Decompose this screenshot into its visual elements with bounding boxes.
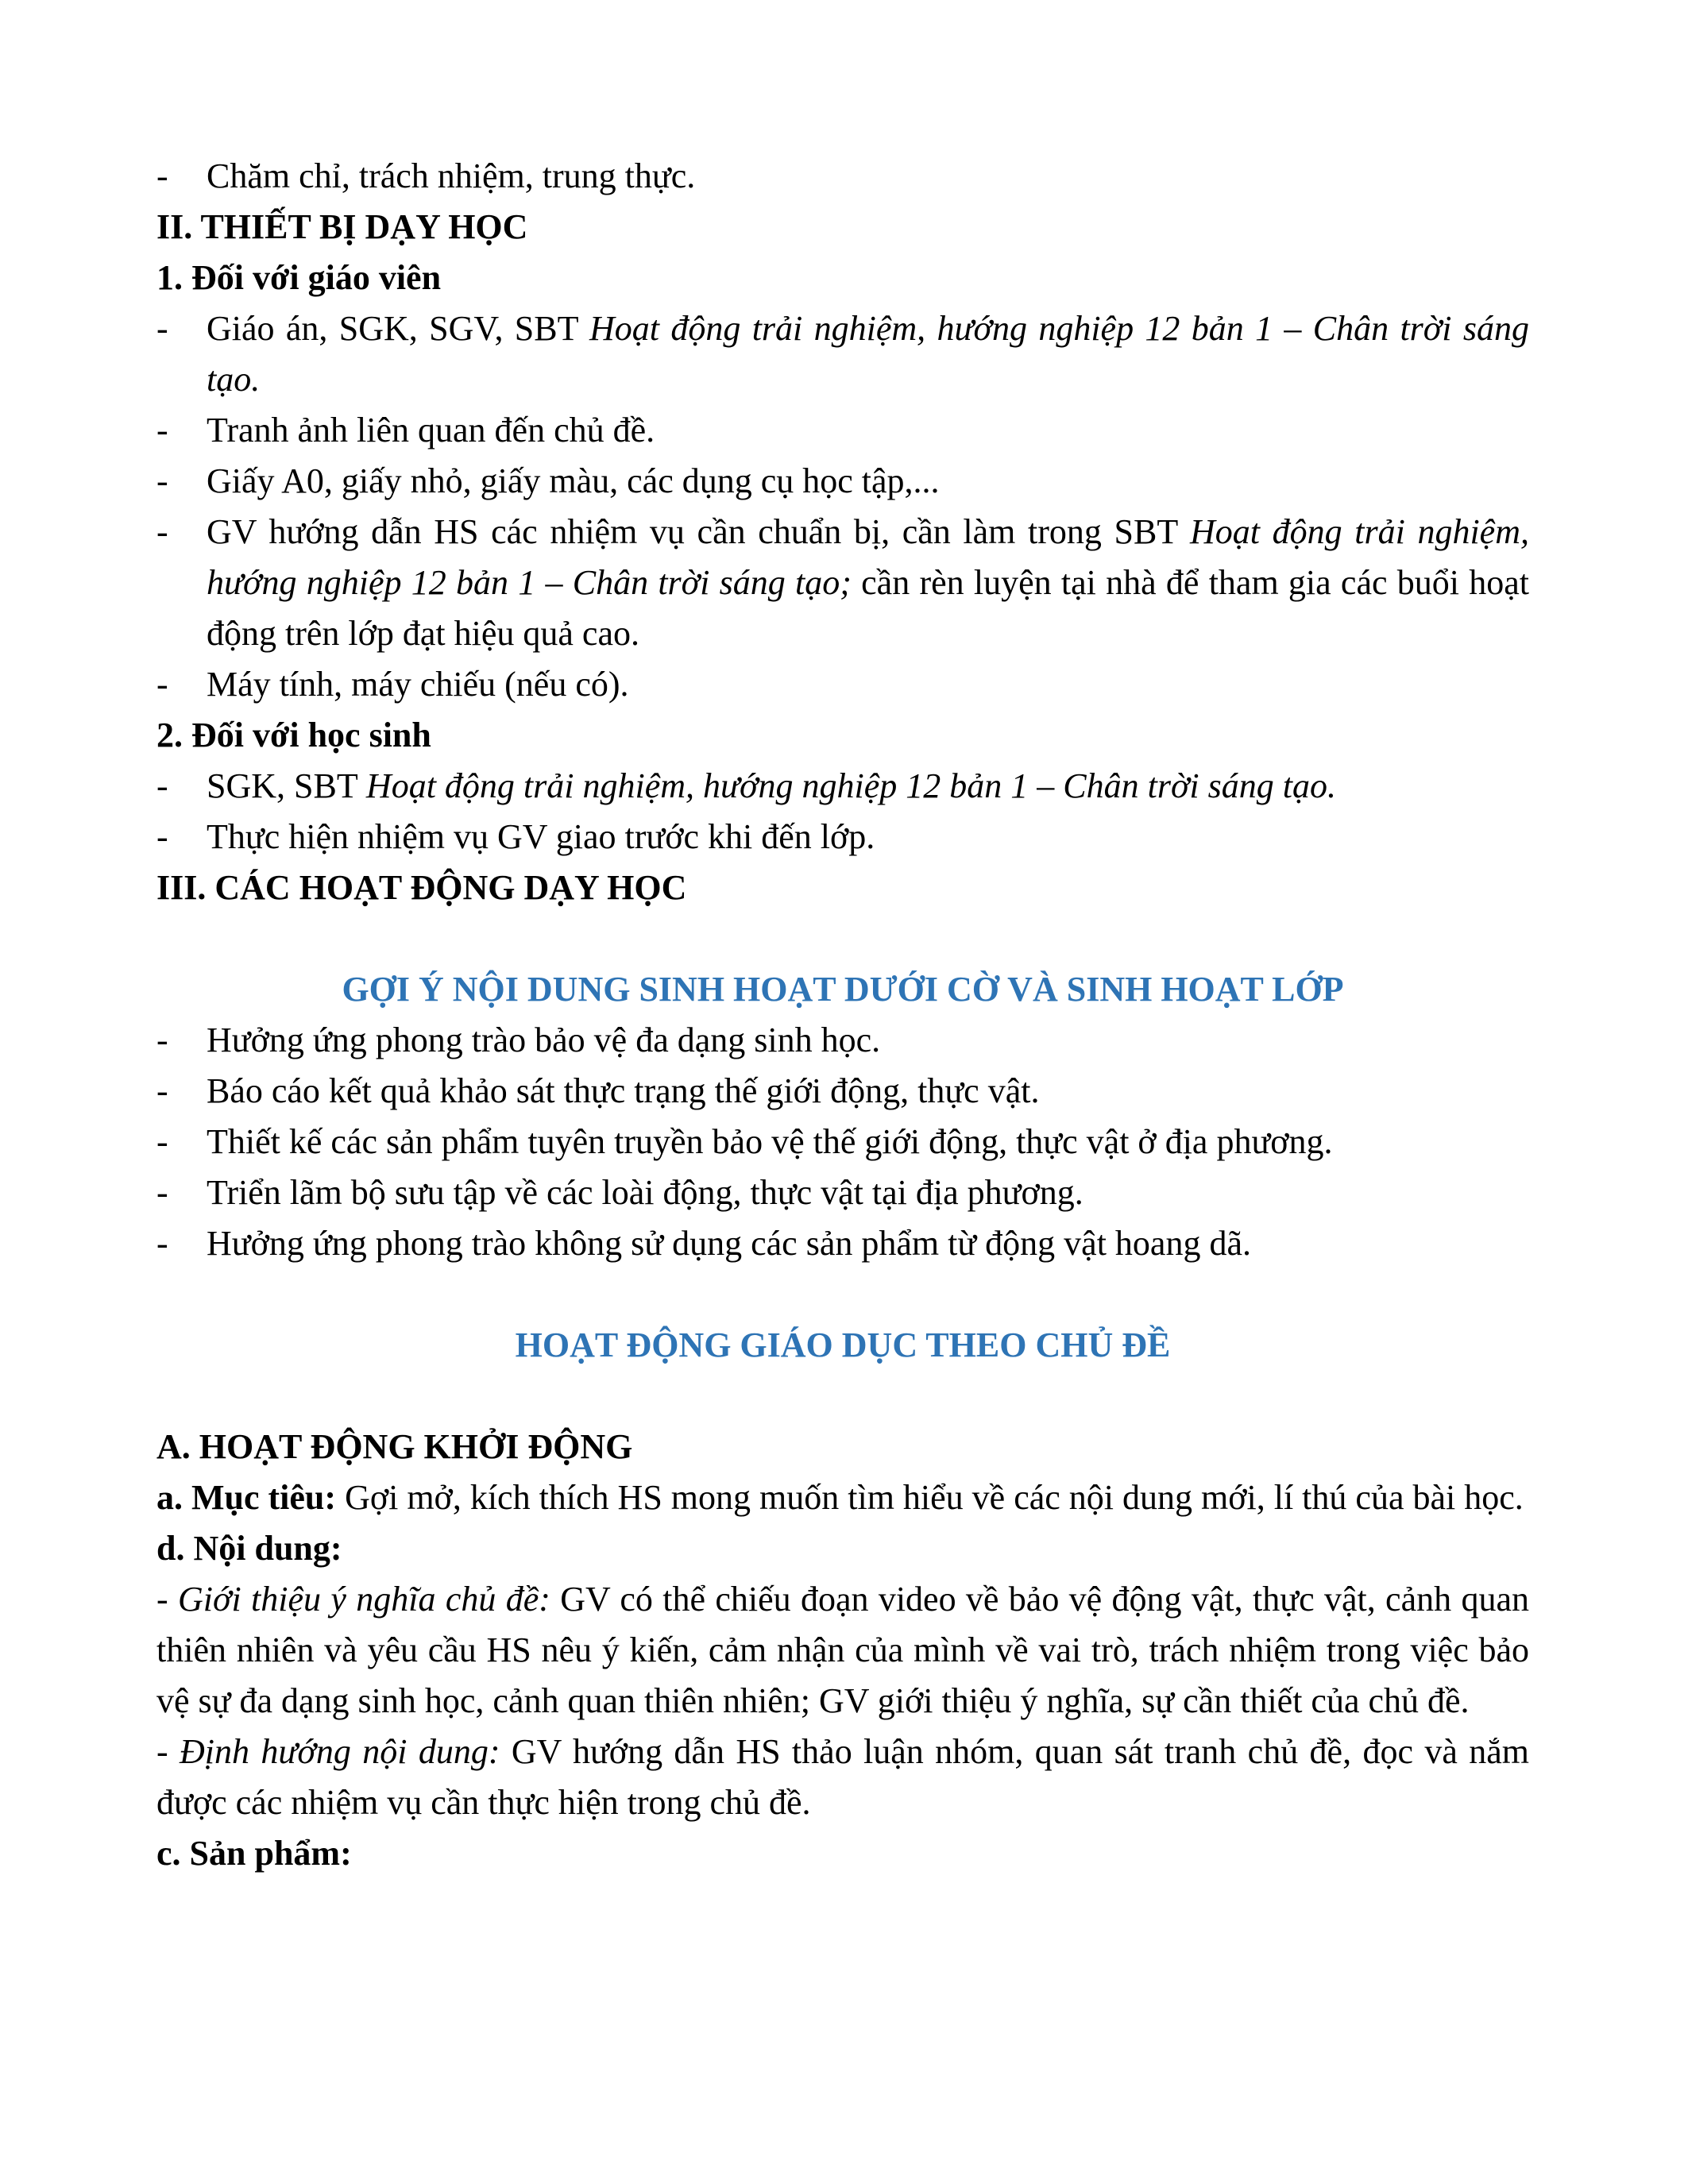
list-item: - Hưởng ứng phong trào bảo vệ đa dạng sinh học. bbox=[207, 1015, 1529, 1066]
list-item: - Chăm chỉ, trách nhiệm, trung thực. bbox=[207, 151, 1529, 202]
list-item: - Hưởng ứng phong trào không sử dụng các sản phẩm từ động vật hoang dã. bbox=[207, 1218, 1529, 1269]
list-item: - Báo cáo kết quả khảo sát thực trạng thế giới động, thực vật. bbox=[207, 1066, 1529, 1117]
objective-paragraph: a. Mục tiêu: Gợi mở, kích thích HS mong muốn tìm hiểu về các nội dung mới, lí thú của bài học. bbox=[156, 1478, 1524, 1517]
product-label: c. Sản phẩm: bbox=[156, 1834, 352, 1873]
subtitle-topic-activities: HOẠT ĐỘNG GIÁO DỤC THEO CHỦ ĐỀ bbox=[515, 1325, 1171, 1364]
list-item: - Thực hiện nhiệm vụ GV giao trước khi đến lớp. bbox=[207, 812, 1529, 862]
objective-label: a. Mục tiêu: bbox=[156, 1478, 337, 1517]
content-label: d. Nội dung: bbox=[156, 1529, 342, 1568]
intro-paragraph: - Giới thiệu ý nghĩa chủ đề: GV có thể chiếu đoạn video về bảo vệ động vật, thực vật, cảnh quan thiên nhiên và yêu cầu HS nêu ý kiến, cảm nhận của mình về vai trò, trách nhiệm trong việc bảo vệ sự đa dạng sinh học, cảnh quan thiên nhiên; GV giới thiệu ý nghĩa, sự cần thiết của chủ đề. bbox=[156, 1580, 1529, 1720]
teacher-list bbox=[156, 303, 1529, 710]
list-item: - Giáo án, SGK, SGV, SBT Hoạt động trải nghiệm, hướng nghiệp 12 bản 1 – Chân trời sáng tạo. bbox=[207, 303, 1529, 405]
list-item: - Thiết kế các sản phẩm tuyên truyền bảo vệ thế giới động, thực vật ở địa phương. bbox=[207, 1117, 1529, 1167]
orientation-paragraph: - Định hướng nội dung: GV hướng dẫn HS thảo luận nhóm, quan sát tranh chủ đề, đọc và nắm được các nhiệm vụ cần thực hiện trong chủ đề. bbox=[156, 1732, 1529, 1822]
section-heading-equipment: II. THIẾT BỊ DẠY HỌC bbox=[156, 207, 528, 246]
section-heading-activities: III. CÁC HOẠT ĐỘNG DẠY HỌC bbox=[156, 868, 687, 907]
list-item: - Tranh ảnh liên quan đến chủ đề. bbox=[207, 405, 1529, 456]
list-item: - SGK, SBT Hoạt động trải nghiệm, hướng nghiệp 12 bản 1 – Chân trời sáng tạo. bbox=[207, 761, 1529, 812]
subheading-teacher: 1. Đối với giáo viên bbox=[156, 258, 442, 297]
subheading-student: 2. Đối với học sinh bbox=[156, 716, 431, 754]
list-item: - GV hướng dẫn HS các nhiệm vụ cần chuẩn bị, cần làm trong SBT Hoạt động trải nghiệm, hướng nghiệp 12 bản 1 – Chân trời sáng tạo; cần rèn luyện tại nhà để tham gia các buổi hoạt động trên lớp đạt hiệu quả cao. bbox=[207, 507, 1529, 659]
student-list bbox=[156, 761, 1529, 862]
list-item: - Giấy A0, giấy nhỏ, giấy màu, các dụng cụ học tập,... bbox=[207, 456, 1529, 507]
document-page bbox=[156, 151, 1529, 1879]
suggestion-list bbox=[156, 1015, 1529, 1269]
values-list bbox=[156, 151, 1529, 202]
list-item: - Máy tính, máy chiếu (nếu có). bbox=[207, 659, 1529, 710]
subtitle-flag-activities: GỢI Ý NỘI DUNG SINH HOẠT DƯỚI CỜ VÀ SINH HOẠT LỚP bbox=[342, 970, 1344, 1009]
section-heading-warmup: A. HOẠT ĐỘNG KHỞI ĐỘNG bbox=[156, 1427, 633, 1466]
list-item: - Triển lãm bộ sưu tập về các loài động, thực vật tại địa phương. bbox=[207, 1167, 1529, 1218]
